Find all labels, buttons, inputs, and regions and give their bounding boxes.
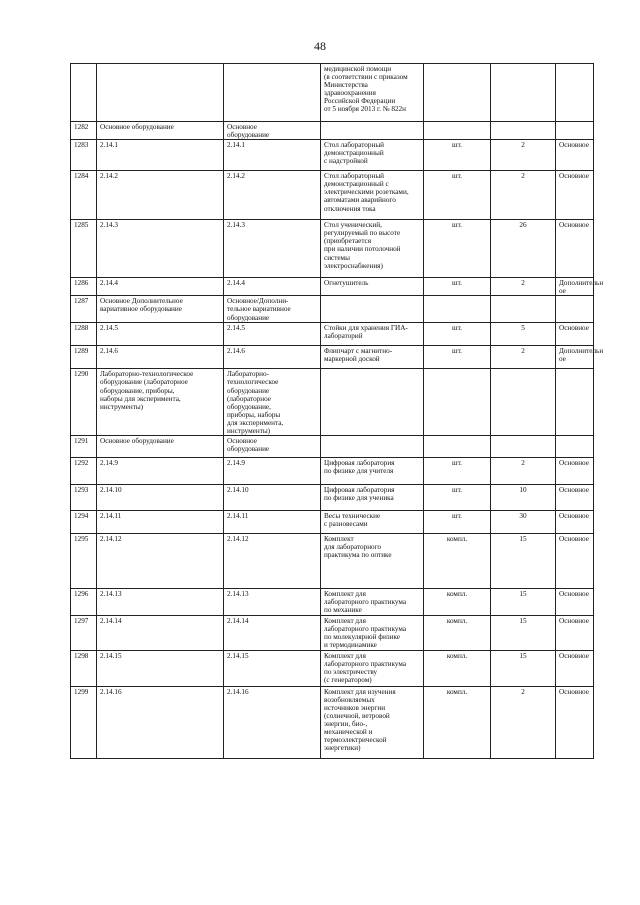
unit-cell: шт. [424, 278, 491, 296]
section-code-cell: Лабораторно-технологическое оборудование (лабораторное оборудование, приборы, наборы для эксперимента, инструменты) [97, 369, 224, 436]
equipment-type-cell [556, 436, 594, 458]
quantity-cell: 30 [491, 511, 556, 534]
section-code-2-cell: 2.14.10 [224, 485, 321, 511]
unit-cell: компл. [424, 589, 491, 616]
equipment-type-cell: Дополнительн ое [556, 346, 594, 369]
equipment-type-cell: Основное [556, 686, 594, 758]
quantity-cell: 15 [491, 616, 556, 650]
table-row [71, 511, 594, 534]
equipment-table [70, 63, 604, 759]
table-row [71, 485, 594, 511]
unit-cell: шт. [424, 323, 491, 346]
equipment-type-cell [556, 122, 594, 140]
quantity-cell: 2 [491, 140, 556, 171]
section-code-cell: 2.14.13 [97, 589, 224, 616]
section-code-cell: 2.14.5 [97, 323, 224, 346]
section-code-2-cell: 2.14.9 [224, 458, 321, 485]
quantity-cell: 2 [491, 458, 556, 485]
row-number-cell: 1288 [71, 323, 97, 346]
section-code-2-cell: 2.14.3 [224, 220, 321, 278]
unit-cell: шт. [424, 140, 491, 171]
section-code-2-cell: Основное оборудование [224, 436, 321, 458]
item-name-cell [321, 122, 424, 140]
row-number-cell: 1283 [71, 140, 97, 171]
table-row [71, 323, 594, 346]
row-number-cell: 1282 [71, 122, 97, 140]
section-code-2-cell: Основное/Дополни- тельное вариативное оборудование [224, 296, 321, 323]
table-row [71, 458, 594, 485]
table-row [71, 534, 594, 589]
item-name-cell: Стол ученический, регулируемый по высоте (приобретается при наличии потолочной системы электроснабжения) [321, 220, 424, 278]
quantity-cell: 2 [491, 346, 556, 369]
row-number-cell: 1297 [71, 616, 97, 650]
quantity-cell: 2 [491, 686, 556, 758]
table-row [71, 346, 594, 369]
item-name-cell: Комплект для лабораторного практикума по электричеству (с генератором) [321, 650, 424, 686]
section-code-cell: 2.14.4 [97, 278, 224, 296]
row-number-cell: 1298 [71, 650, 97, 686]
quantity-cell [491, 369, 556, 436]
section-code-cell: 2.14.2 [97, 171, 224, 220]
row-number-cell: 1284 [71, 171, 97, 220]
unit-cell: компл. [424, 616, 491, 650]
item-name-cell [321, 369, 424, 436]
section-code-2-cell: 2.14.12 [224, 534, 321, 589]
quantity-cell: 15 [491, 534, 556, 589]
item-name-cell: Цифровая лаборатория по физике для учителя [321, 458, 424, 485]
equipment-type-cell [556, 296, 594, 323]
equipment-type-cell: Основное [556, 171, 594, 220]
equipment-type-cell: Основное [556, 220, 594, 278]
unit-cell: шт. [424, 458, 491, 485]
table-row [71, 369, 594, 436]
row-number-cell [71, 64, 97, 122]
item-name-cell: Комплект для изучения возобновляемых источников энергии (солнечной, ветровой энергии, био-, механической и термоэлектрической энергетики) [321, 686, 424, 758]
unit-cell: шт. [424, 346, 491, 369]
quantity-cell: 2 [491, 278, 556, 296]
quantity-cell: 2 [491, 171, 556, 220]
equipment-type-cell: Дополнительн ое [556, 278, 594, 296]
item-name-cell: Флипчарт с магнитно- маркерной доской [321, 346, 424, 369]
unit-cell [424, 64, 491, 122]
section-code-2-cell: 2.14.2 [224, 171, 321, 220]
section-code-cell: 2.14.12 [97, 534, 224, 589]
unit-cell [424, 296, 491, 323]
section-code-2-cell: Основное оборудование [224, 122, 321, 140]
section-code-2-cell: 2.14.4 [224, 278, 321, 296]
unit-cell: компл. [424, 686, 491, 758]
quantity-cell: 26 [491, 220, 556, 278]
section-code-cell: 2.14.10 [97, 485, 224, 511]
row-number-cell: 1286 [71, 278, 97, 296]
quantity-cell [491, 122, 556, 140]
section-code-cell: 2.14.15 [97, 650, 224, 686]
unit-cell [424, 369, 491, 436]
row-number-cell: 1289 [71, 346, 97, 369]
quantity-cell: 15 [491, 650, 556, 686]
equipment-type-cell: Основное [556, 140, 594, 171]
equipment-type-cell: Основное [556, 323, 594, 346]
item-name-cell: Стол лабораторный демонстрационный с надстройкой [321, 140, 424, 171]
section-code-2-cell: 2.14.15 [224, 650, 321, 686]
row-number-cell: 1296 [71, 589, 97, 616]
unit-cell [424, 122, 491, 140]
table-row [71, 616, 594, 650]
row-number-cell: 1287 [71, 296, 97, 323]
section-code-2-cell [224, 64, 321, 122]
table-row [71, 296, 594, 323]
table-row [71, 220, 594, 278]
section-code-cell: 2.14.16 [97, 686, 224, 758]
section-code-2-cell: 2.14.6 [224, 346, 321, 369]
unit-cell: компл. [424, 650, 491, 686]
section-code-cell: 2.14.3 [97, 220, 224, 278]
item-name-cell: Комплект для лабораторного практикума по механике [321, 589, 424, 616]
table-row [71, 650, 594, 686]
section-code-cell: Основное оборудование [97, 122, 224, 140]
item-name-cell: Цифровая лаборатория по физике для ученика [321, 485, 424, 511]
unit-cell: шт. [424, 511, 491, 534]
item-name-cell: медицинской помощи (в соответствии с приказом Министерства здравоохранения Российской Федерации от 5 ноября 2013 г. № 822н [321, 64, 424, 122]
row-number-cell: 1295 [71, 534, 97, 589]
row-number-cell: 1292 [71, 458, 97, 485]
item-name-cell [321, 436, 424, 458]
row-number-cell: 1293 [71, 485, 97, 511]
equipment-type-cell: Основное [556, 485, 594, 511]
item-name-cell: Комплект для лабораторного практикума по оптике [321, 534, 424, 589]
equipment-type-cell: Основное [556, 589, 594, 616]
unit-cell: шт. [424, 220, 491, 278]
item-name-cell: Стойки для хранения ГИА- лабораторий [321, 323, 424, 346]
equipment-type-cell: Основное [556, 458, 594, 485]
table-row [71, 589, 594, 616]
section-code-2-cell: 2.14.13 [224, 589, 321, 616]
quantity-cell [491, 64, 556, 122]
table-row [71, 64, 594, 122]
table-row [71, 171, 594, 220]
quantity-cell: 15 [491, 589, 556, 616]
section-code-2-cell: 2.14.14 [224, 616, 321, 650]
equipment-type-cell [556, 369, 594, 436]
item-name-cell [321, 296, 424, 323]
row-number-cell: 1294 [71, 511, 97, 534]
unit-cell: шт. [424, 171, 491, 220]
unit-cell: компл. [424, 534, 491, 589]
section-code-2-cell: 2.14.16 [224, 686, 321, 758]
item-name-cell: Стол лабораторный демонстрационный с электрическими розетками, автоматами аварийного отключения тока [321, 171, 424, 220]
section-code-cell: 2.14.6 [97, 346, 224, 369]
row-number-cell: 1290 [71, 369, 97, 436]
equipment-type-cell: Основное [556, 534, 594, 589]
table-row [71, 436, 594, 458]
table-row [71, 278, 594, 296]
equipment-type-cell: Основное [556, 511, 594, 534]
section-code-cell: 2.14.1 [97, 140, 224, 171]
section-code-2-cell: Лабораторно- технологическое оборудование (лабораторное оборудование, приборы, наборы для эксперимента, инструменты) [224, 369, 321, 436]
item-name-cell: Весы технические с разновесами [321, 511, 424, 534]
quantity-cell [491, 296, 556, 323]
quantity-cell [491, 436, 556, 458]
section-code-cell: 2.14.11 [97, 511, 224, 534]
section-code-2-cell: 2.14.5 [224, 323, 321, 346]
equipment-type-cell: Основное [556, 616, 594, 650]
unit-cell [424, 436, 491, 458]
table-row [71, 122, 594, 140]
section-code-2-cell: 2.14.11 [224, 511, 321, 534]
row-number-cell: 1299 [71, 686, 97, 758]
section-code-cell: 2.14.9 [97, 458, 224, 485]
table-row [71, 686, 594, 758]
page-number: 48 [314, 39, 326, 53]
section-code-cell: Основное оборудование [97, 436, 224, 458]
item-name-cell: Огнетушитель [321, 278, 424, 296]
section-code-cell [97, 64, 224, 122]
section-code-2-cell: 2.14.1 [224, 140, 321, 171]
table-row [71, 140, 594, 171]
unit-cell: шт. [424, 485, 491, 511]
row-number-cell: 1285 [71, 220, 97, 278]
row-number-cell: 1291 [71, 436, 97, 458]
equipment-type-cell: Основное [556, 650, 594, 686]
item-name-cell: Комплект для лабораторного практикума по молекулярной физике и термодинамике [321, 616, 424, 650]
quantity-cell: 10 [491, 485, 556, 511]
equipment-type-cell [556, 64, 594, 122]
section-code-cell: 2.14.14 [97, 616, 224, 650]
quantity-cell: 5 [491, 323, 556, 346]
section-code-cell: Основное Дополнительное вариативное оборудование [97, 296, 224, 323]
